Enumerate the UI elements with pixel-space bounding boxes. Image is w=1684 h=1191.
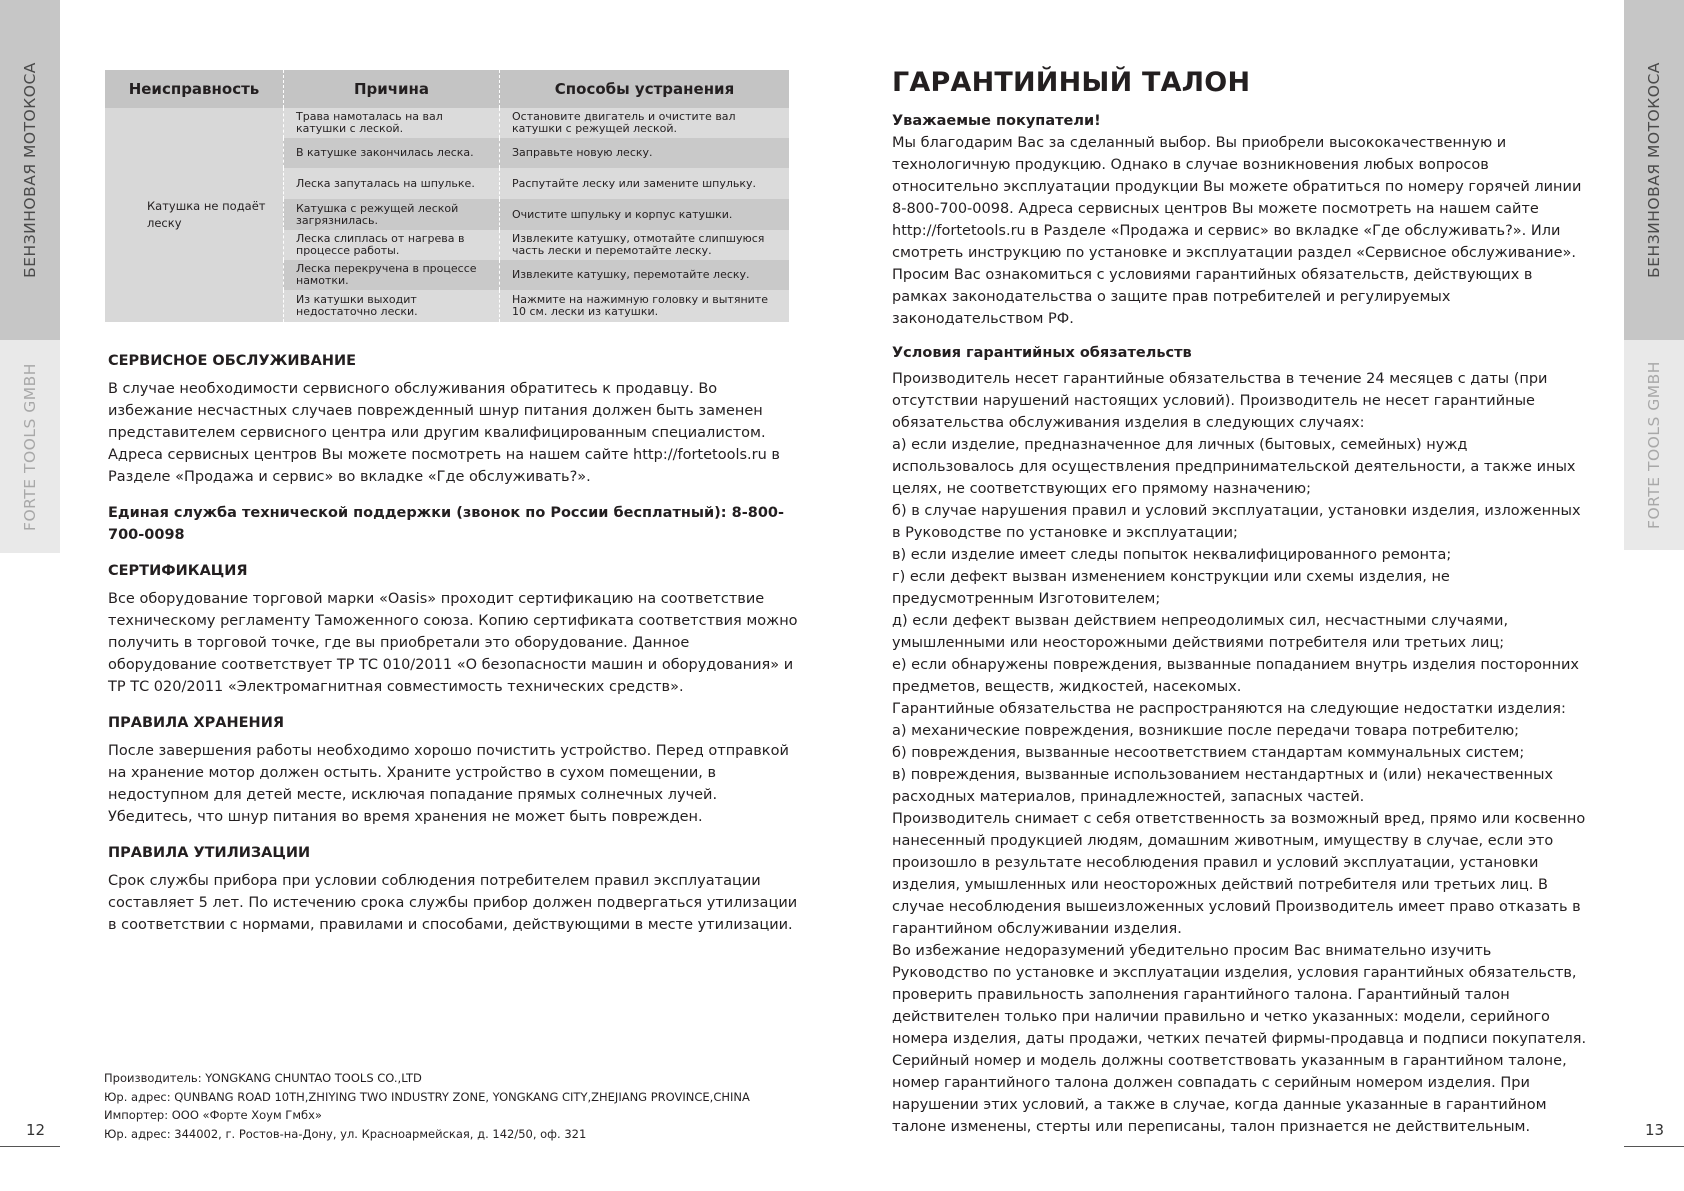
- spacer: [892, 330, 1592, 342]
- fix-cell: Извлеките катушку, отмотайте слипшуюся часть лески и перемотайте леску.: [499, 230, 789, 260]
- condition-line: в) повреждения, вызванные использованием нестандартных и (или) некачественных расходных материалов, принадлежностей, запасных частей.: [892, 767, 1554, 805]
- fix-cell: Заправьте новую леску.: [499, 138, 789, 168]
- warranty-intro: Мы благодарим Вас за сделанный выбор. Вы приобрели высококачественную и технологичную продукцию. Однако в случае возникновения любых вопросов относительно эксплуатации продукции Вы можете обратиться по номеру горячей линии 8-800-700-0098. Адреса сервисных центров Вы можете посмотреть на нашем сайте http://fortetools.ru в Разделе «Продажа и сервис» во вкладке «Где обслуживать?». Или смотреть инструкцию по установке и эксплуатации раздел «Сервисное обслуживание». Просим Вас ознакомиться с условиями гарантийных обязательств, действующих в рамках законодательства о защите прав потребителей и регулируемых законодательством РФ.: [892, 135, 1582, 327]
- left-column: [108, 350, 798, 936]
- right-sidebar-bottom: [1624, 340, 1684, 550]
- storage-note: Убедитесь, что шнур питания во время хранения не может быть поврежден.: [108, 809, 703, 825]
- service-centers-paragraph: Адреса сервисных центров Вы можете посмотреть на нашем сайте http://fortetools.ru в Разделе «Продажа и сервис» во вкладке «Где обслуживать?».: [108, 447, 780, 485]
- warranty-conditions-heading: Условия гарантийных обязательств: [892, 345, 1192, 361]
- page-number-rule-left: [0, 1146, 60, 1147]
- right-sidebar-top: [1624, 0, 1684, 340]
- warranty-column: [892, 66, 1592, 1138]
- service-heading: СЕРВИСНОЕ ОБСЛУЖИВАНИЕ: [108, 353, 356, 369]
- header-cause: Причина: [283, 70, 499, 108]
- condition-line: Производитель несет гарантийные обязательства в течение 24 месяцев с даты (при отсутствии нарушений настоящих условий). Производитель не несет гарантийные обязательства обслуживания изделия в следующих случаях:: [892, 371, 1548, 431]
- cause-cell: Леска слиплась от нагрева в процессе работы.: [283, 230, 499, 260]
- condition-line: Производитель снимает с себя ответственность за возможный вред, прямо или косвенно нанесенный продукцией людям, домашним животным, имуществу в случае, если это произошло в результате несоблюдения правил и условий эксплуатации, установки изделия, умышленных или неосторожных действий потребителя или третьих лиц. В случае несоблюдения вышеизложенных условий Производитель имеет право отказать в гарантийном обслуживании изделия.: [892, 811, 1586, 937]
- condition-line: в) если изделие имеет следы попыток неквалифицированного ремонта;: [892, 547, 1452, 563]
- right-sidebar-title: БЕНЗИНОВАЯ МОТОКОСА: [1645, 62, 1663, 278]
- cause-cell: Из катушки выходит недостаточно лески.: [283, 290, 499, 322]
- condition-line: б) в случае нарушения правил и условий эксплуатации, установки изделия, изложенных в Руководстве по установке и эксплуатации;: [892, 503, 1581, 541]
- manufacturer-footer: [104, 1069, 750, 1143]
- page-number-left: 12: [26, 1121, 46, 1139]
- cause-cell: Трава намоталась на вал катушки с леской.: [283, 108, 499, 138]
- left-sidebar-bottom: [0, 340, 60, 553]
- fix-cell: Очистите шпульку и корпус катушки.: [499, 199, 789, 230]
- table-header-row: [105, 70, 789, 108]
- condition-line: б) повреждения, вызванные несоответствием стандартам коммунальных систем;: [892, 745, 1525, 761]
- fault-cell: Катушка не подаёт леску: [105, 108, 283, 322]
- footer-manufacturer-address: Юр. адрес: QUNBANG ROAD 10TH,ZHIYING TWO INDUSTRY ZONE, YONGKANG CITY,ZHEJIANG PROVINCE,CHINA: [104, 1089, 750, 1104]
- fix-cell: Извлеките катушку, перемотайте леску.: [499, 260, 789, 290]
- fix-cell: Остановите двигатель и очистите вал катушки с режущей леской.: [499, 108, 789, 138]
- footer-importer: Импортер: ООО «Форте Хоум Гмбх»: [104, 1108, 322, 1122]
- fix-cell: Нажмите на нажимную головку и вытяните 10 см. лески из катушки.: [499, 290, 789, 322]
- footer-manufacturer: Производитель: YONGKANG CHUNTAO TOOLS CO.,LTD: [104, 1071, 422, 1085]
- warranty-greeting: Уважаемые покупатели!: [892, 113, 1101, 129]
- condition-line: е) если обнаружены повреждения, вызванные попаданием внутрь изделия посторонних предметов, веществ, жидкостей, насекомых.: [892, 657, 1580, 695]
- storage-heading: ПРАВИЛА ХРАНЕНИЯ: [108, 715, 284, 731]
- cause-cell: Леска запуталась на шпульке.: [283, 168, 499, 199]
- left-sidebar-title: БЕНЗИНОВАЯ МОТОКОСА: [21, 62, 39, 278]
- cause-cell: Катушка с режущей леской загрязнилась.: [283, 199, 499, 230]
- left-sidebar-top: [0, 0, 60, 340]
- condition-line: а) если изделие, предназначенное для личных (бытовых, семейных) нужд использовалось для осуществления предпринимательской деятельности, а также иных целях, не соответствующих его прямому назначению;: [892, 437, 1576, 497]
- fix-cell: Распутайте леску или замените шпульку.: [499, 168, 789, 199]
- condition-line: а) механические повреждения, возникшие после передачи товара потребителю;: [892, 723, 1520, 739]
- footer-importer-address: Юр. адрес: 344002, г. Ростов-на-Дону, ул. Красноармейская, д. 142/50, оф. 321: [104, 1126, 587, 1141]
- right-sidebar-brand: FORTE TOOLS GMBH: [1645, 361, 1663, 529]
- page-number-rule-right: [1624, 1146, 1684, 1147]
- table-row: [105, 108, 789, 138]
- storage-paragraph: После завершения работы необходимо хорошо почистить устройство. Перед отправкой на хранение мотор должен остыть. Храните устройство в сухом помещении, в недоступном для детей месте, исключая попадание прямых солнечных лучей.: [108, 743, 789, 803]
- certification-heading: СЕРТИФИКАЦИЯ: [108, 563, 248, 579]
- disposal-paragraph: Срок службы прибора при условии соблюдения потребителем правил эксплуатации составляет 5 лет. По истечению срока службы прибор должен подвергаться утилизации в соответствии с нормами, правилами и способами, действующими в месте утилизации.: [108, 873, 798, 933]
- cause-cell: В катушке закончилась леска.: [283, 138, 499, 168]
- warranty-title: ГАРАНТИЙНЫЙ ТАЛОН: [892, 67, 1251, 98]
- header-fault: Неисправность: [105, 70, 283, 108]
- troubleshooting-table: [105, 70, 789, 322]
- page-number-right: 13: [1645, 1121, 1665, 1139]
- disposal-heading: ПРАВИЛА УТИЛИЗАЦИИ: [108, 845, 311, 861]
- left-sidebar-brand: FORTE TOOLS GMBH: [21, 362, 39, 531]
- service-paragraph: В случае необходимости сервисного обслуживания обратитесь к продавцу. Во избежание несчастных случаев поврежденный шнур питания должен быть заменен представителем сервисного центра или другим квалифицированным специалистом.: [108, 381, 766, 441]
- support-hotline: Единая служба технической поддержки (звонок по России бесплатный): 8-800-700-0098: [108, 505, 785, 543]
- condition-line: д) если дефект вызван действием непреодолимых сил, несчастными случаями, умышленными или неосторожными действиями потребителя или третьих лиц;: [892, 613, 1509, 651]
- condition-line: Гарантийные обязательства не распространяются на следующие недостатки изделия:: [892, 701, 1566, 717]
- condition-line: г) если дефект вызван изменением конструкции или схемы изделия, не предусмотренным Изготовителем;: [892, 569, 1450, 607]
- certification-paragraph: Все оборудование торговой марки «Oasis» проходит сертификацию на соответствие техническому регламенту Таможенного союза. Копию сертификата соответствия можно получить в торговой точке, где вы приобретали это оборудование. Данное оборудование соответствует ТР ТС 010/2011 «О безопасности машин и оборудования» и ТР ТС 020/2011 «Электромагнитная совместимость технических средств».: [108, 591, 798, 695]
- header-remedy: Способы устранения: [499, 70, 789, 108]
- condition-line: Во избежание недоразумений убедительно просим Вас внимательно изучить Руководство по установке и эксплуатации изделия, условия гарантийных обязательств, проверить правильность заполнения гарантийного талона. Гарантийный талон действителен только при наличии правильно и четко указанных: модели, серийного номера изделия, даты продажи, четких печатей фирмы-продавца и подписи покупателя. Серийный номер и модель должны соответствовать указанным в гарантийном талоне, номер гарантийного талона должен совпадать с серийным номером изделия. При нарушении этих условий, а также в случае, когда данные указанные в гарантийном талоне изменены, стерты или переписаны, талон признается не действительным.: [892, 943, 1587, 1135]
- cause-cell: Леска перекручена в процессе намотки.: [283, 260, 499, 290]
